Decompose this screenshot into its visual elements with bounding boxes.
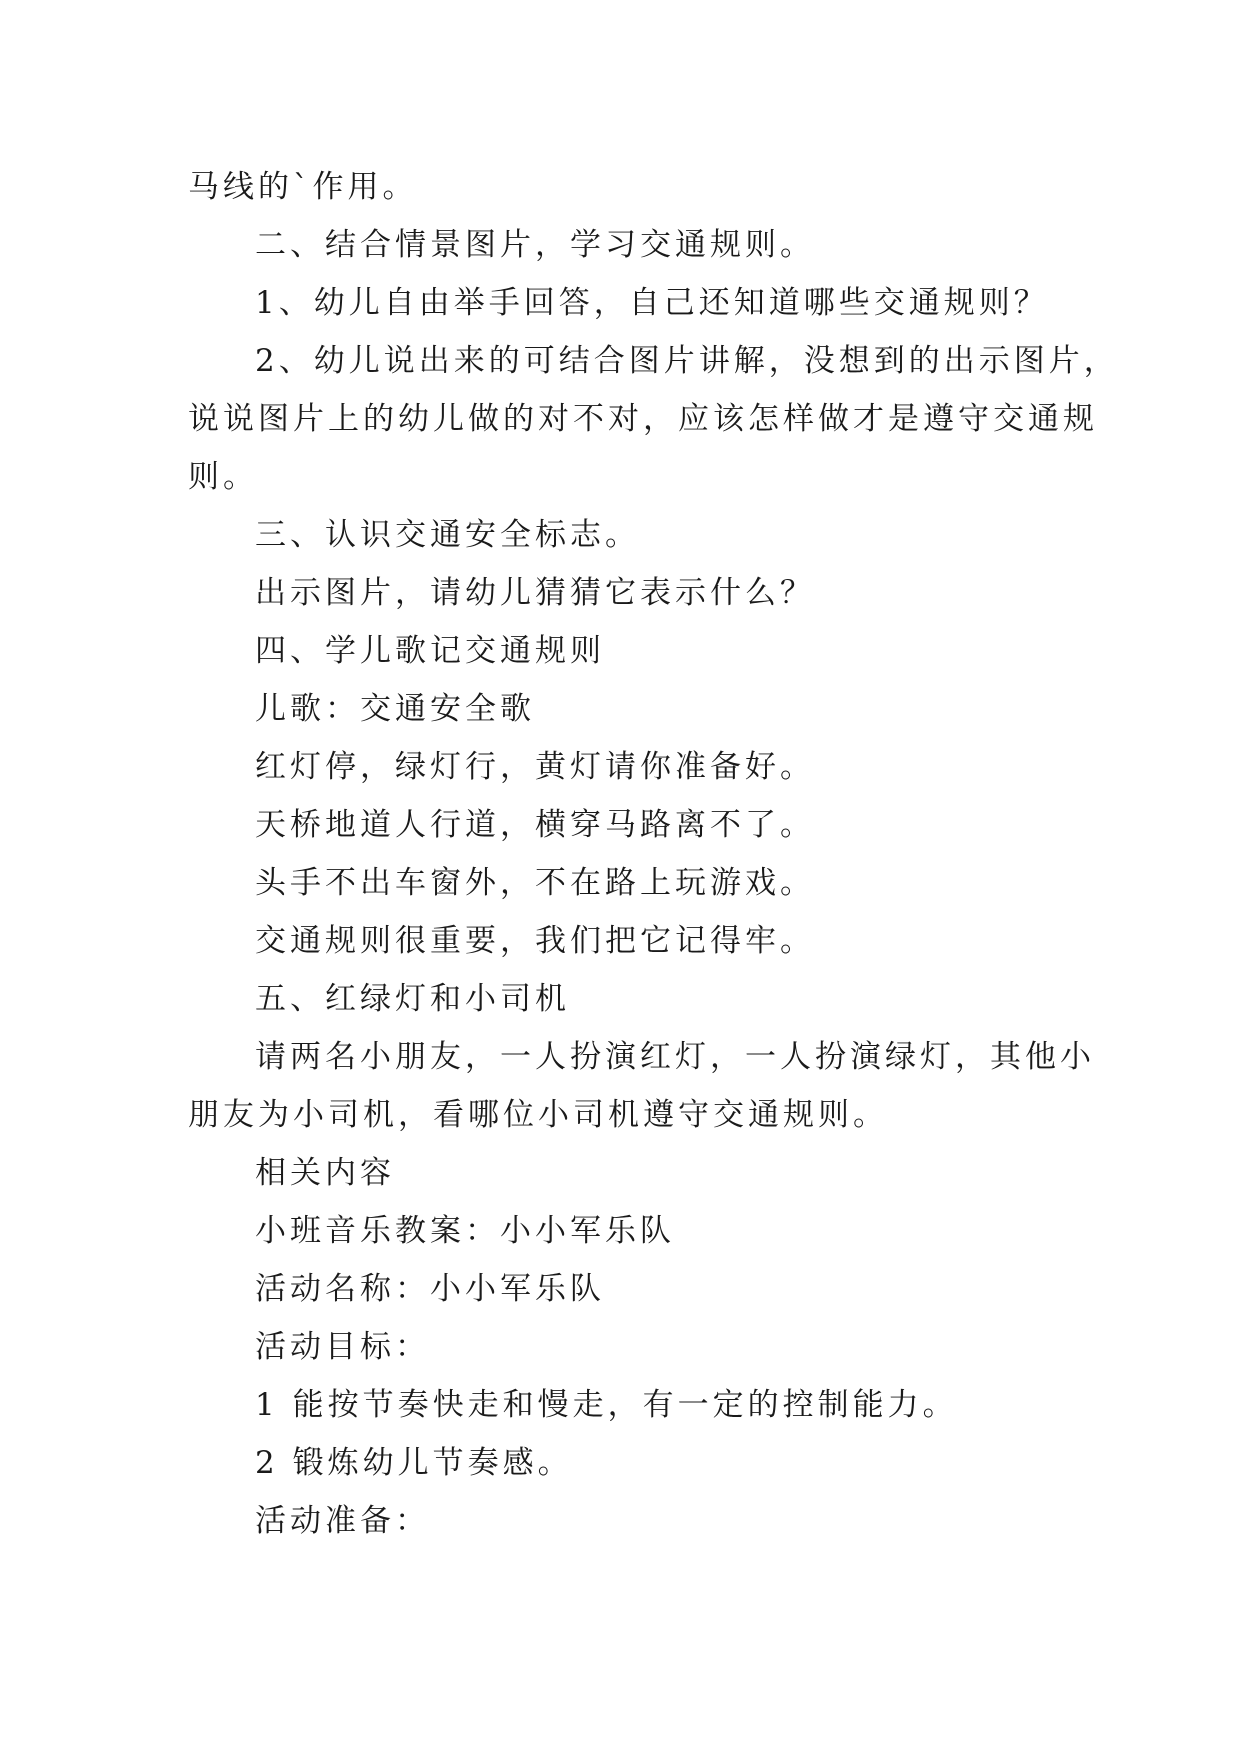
text-line: 活动准备：	[255, 1503, 430, 1539]
text-line: 1 能按节奏快走和慢走，有一定的控制能力。	[255, 1387, 958, 1423]
related-heading: 相关内容	[255, 1155, 395, 1191]
text-line: 则。	[188, 459, 258, 495]
text-line: 活动目标：	[255, 1329, 430, 1365]
text-line: 活动名称：小小军乐队	[255, 1271, 605, 1307]
text-line: 马线的`作用。	[188, 169, 418, 205]
song-line: 天桥地道人行道，横穿马路离不了。	[255, 807, 815, 843]
text-line: 请两名小朋友，一人扮演红灯，一人扮演绿灯，其他小	[255, 1039, 1095, 1075]
text-line: 1、幼儿自由举手回答，自己还知道哪些交通规则？	[255, 285, 1049, 321]
text-line: 说说图片上的幼儿做的对不对，应该怎样做才是遵守交通规	[188, 401, 1098, 437]
text-line: 出示图片，请幼儿猜猜它表示什么？	[255, 575, 815, 611]
song-line: 红灯停，绿灯行，黄灯请你准备好。	[255, 749, 815, 785]
song-line: 头手不出车窗外，不在路上玩游戏。	[255, 865, 815, 901]
song-line: 交通规则很重要，我们把它记得牢。	[255, 923, 815, 959]
section-heading: 三、认识交通安全标志。	[255, 517, 640, 553]
text-line: 儿歌：交通安全歌	[255, 691, 535, 727]
text-line: 朋友为小司机，看哪位小司机遵守交通规则。	[188, 1097, 888, 1133]
text-line: 小班音乐教案：小小军乐队	[255, 1213, 675, 1249]
section-heading: 四、学儿歌记交通规则	[255, 633, 605, 669]
text-line: 2、幼儿说出来的可结合图片讲解，没想到的出示图片，	[255, 343, 1119, 379]
section-heading: 二、结合情景图片，学习交通规则。	[255, 227, 815, 263]
section-heading: 五、红绿灯和小司机	[255, 981, 570, 1017]
text-line: 2 锻炼幼儿节奏感。	[255, 1445, 573, 1481]
